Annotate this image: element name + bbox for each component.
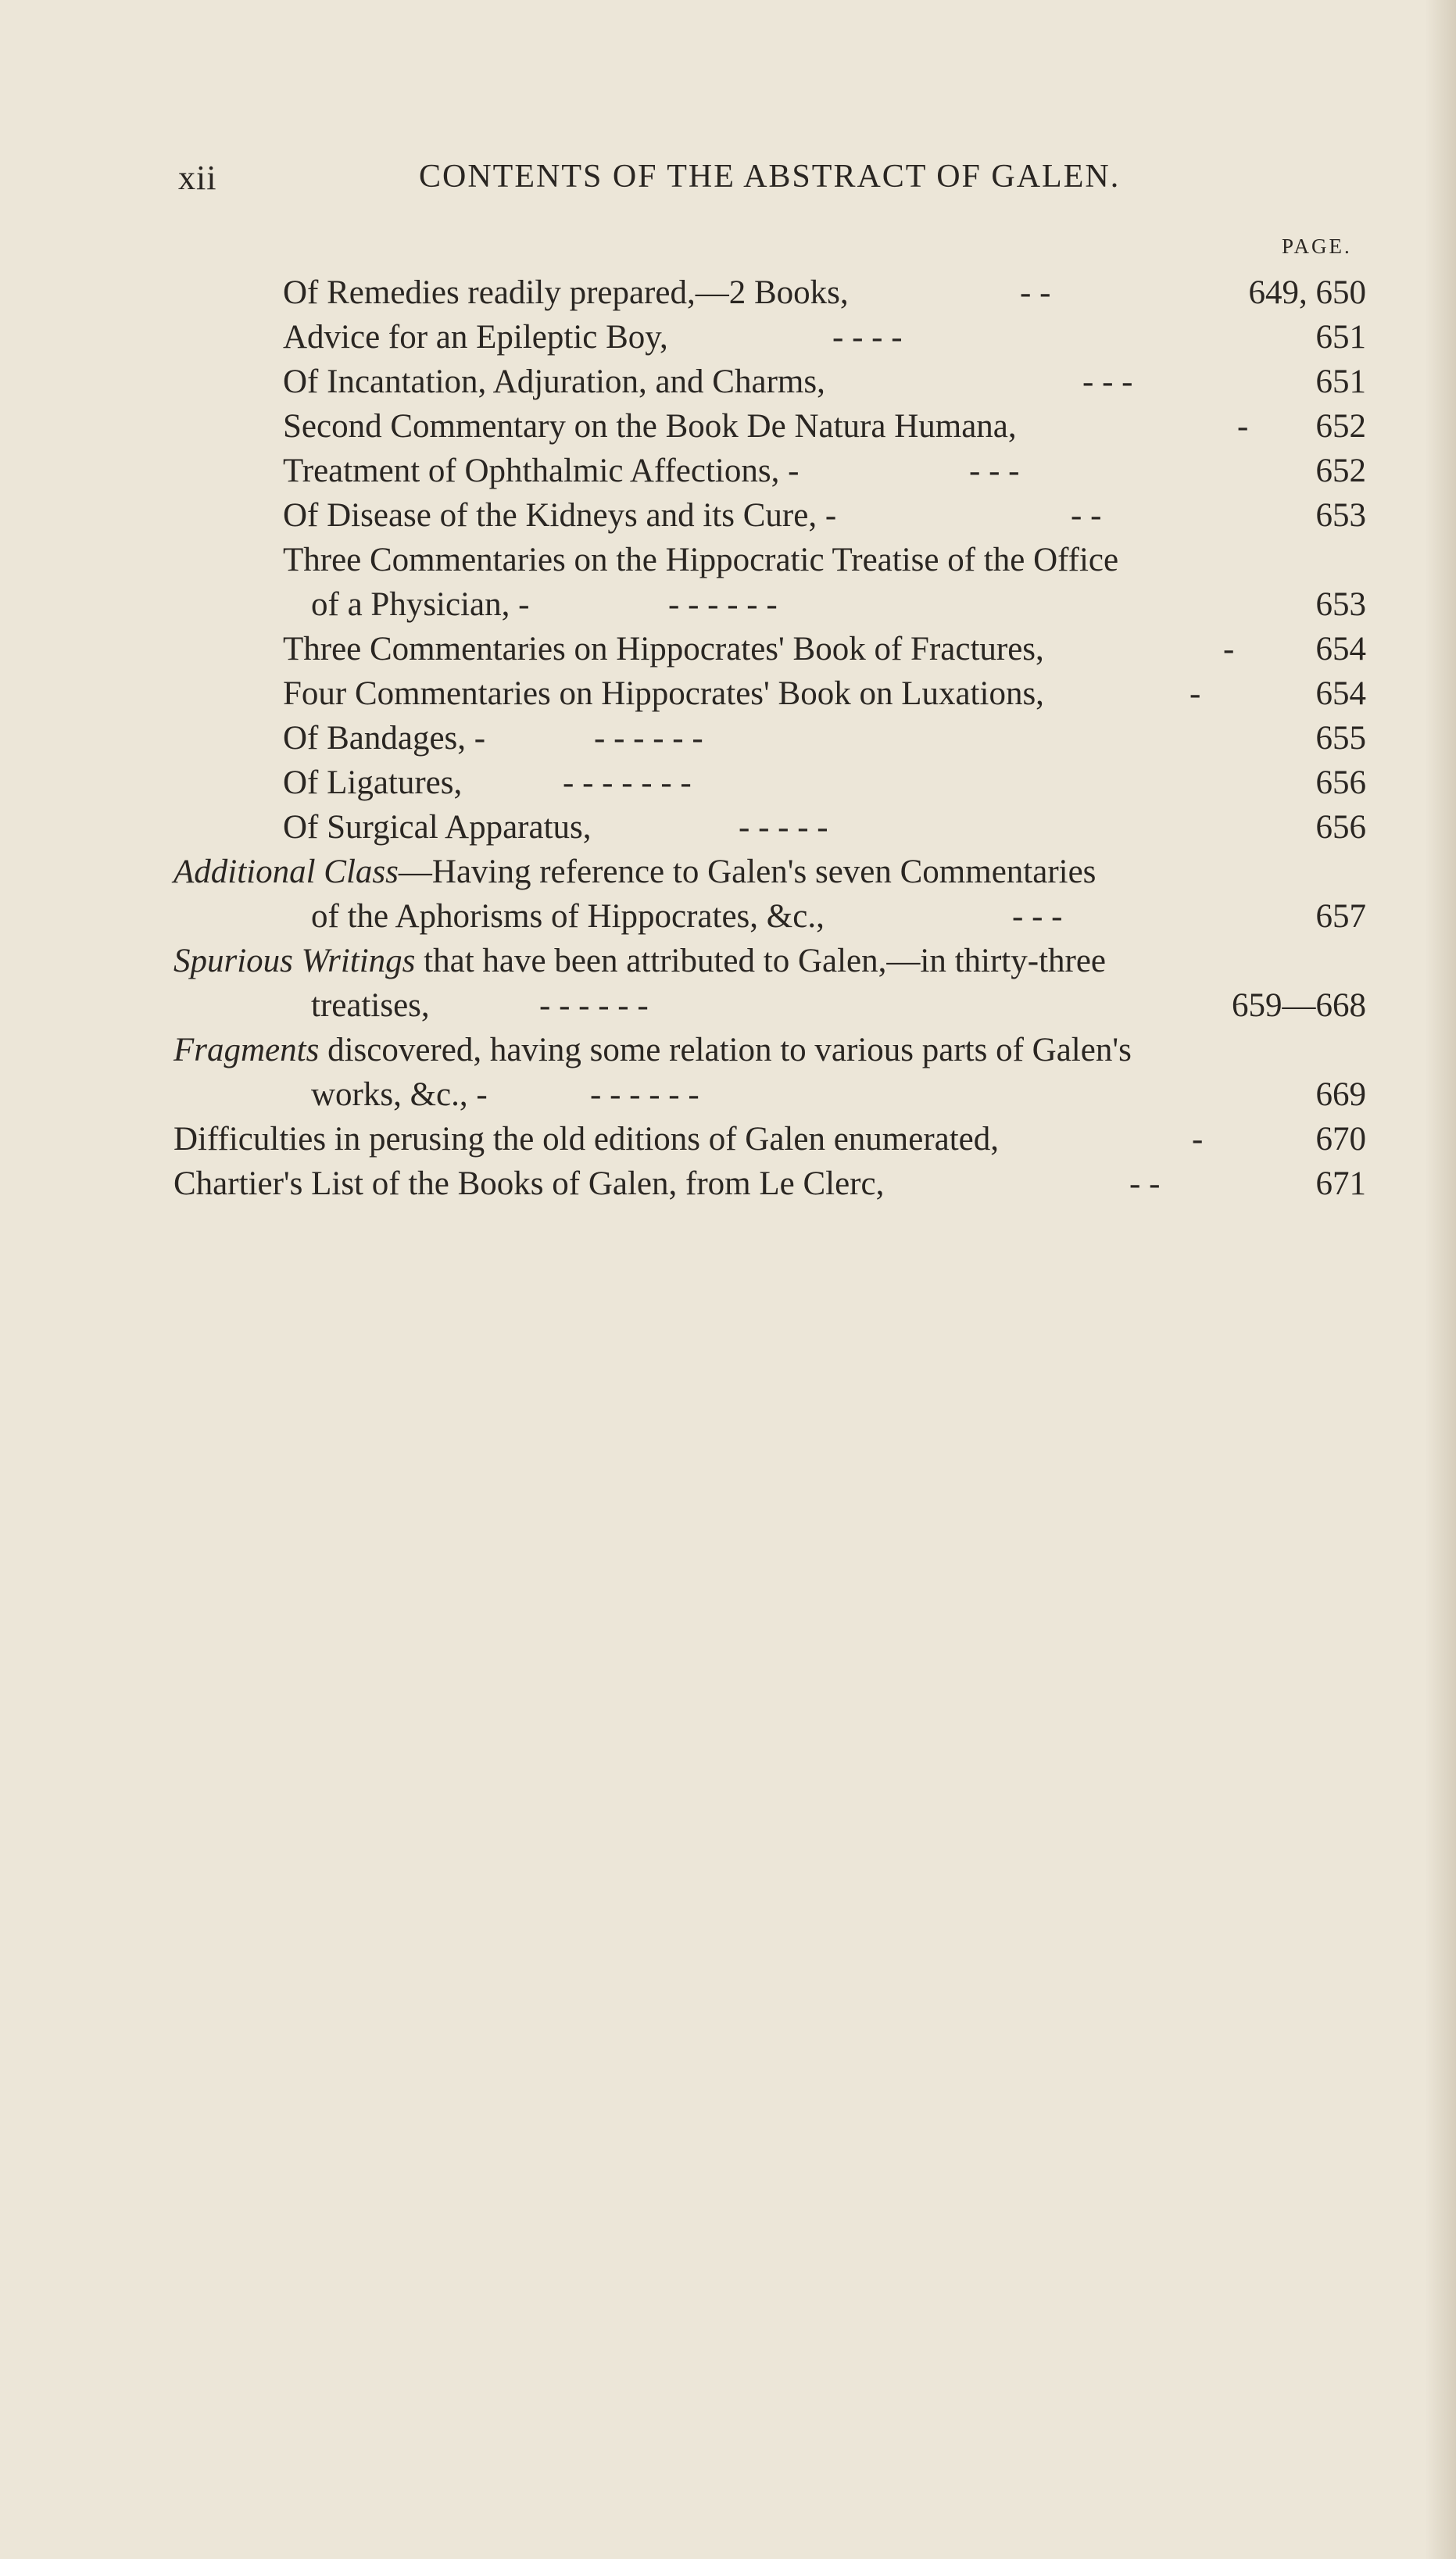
toc-leader: - (1192, 1121, 1204, 1158)
toc-entry-title: Four Commentaries on Hippocrates' Book on Luxations, (283, 675, 1044, 712)
toc-entry (0, 894, 1456, 939)
toc-page-number: 653 (1315, 586, 1366, 623)
toc-entry (0, 493, 1456, 538)
toc-leader: - - - (969, 453, 1020, 489)
section-label: Spurious Writings (174, 943, 416, 979)
toc-page-number: 653 (1315, 497, 1366, 534)
toc-entry (0, 582, 1456, 627)
toc-entry-title: Of Bandages, - (283, 720, 486, 757)
running-title: CONTENTS OF THE ABSTRACT OF GALEN. (419, 159, 1121, 195)
toc-page-number: 671 (1315, 1165, 1366, 1202)
toc-entry-title: works, &c., - (311, 1076, 488, 1113)
toc-entry-title: Of Surgical Apparatus, (283, 809, 592, 846)
toc-leader: - - - - (832, 319, 903, 356)
folio-number: xii (178, 159, 217, 197)
toc-leader: - - (1129, 1165, 1161, 1202)
toc-entry-title: treatises, (311, 987, 430, 1024)
toc-entry (0, 449, 1456, 493)
toc-entry (0, 761, 1456, 805)
toc-leader: - (1237, 408, 1249, 445)
toc-page-number: 651 (1315, 319, 1366, 356)
section-text: —Having reference to Galen's seven Commentaries (398, 854, 1096, 890)
toc-leader: - - - (1082, 363, 1133, 400)
toc-entry-title: Of Disease of the Kidneys and its Cure, - (283, 497, 837, 534)
toc-section-heading (174, 850, 1096, 894)
toc-entry-title: Three Commentaries on Hippocrates' Book of Fractures, (283, 631, 1044, 667)
toc-leader: - - - - - - - (563, 764, 692, 801)
toc-entry-title: Treatment of Ophthalmic Affections, - (283, 453, 800, 489)
toc-entry (0, 270, 1456, 315)
toc-entry-title: Three Commentaries on the Hippocratic Treatise of the Office (283, 542, 1119, 578)
toc-leader: - - (1020, 274, 1051, 311)
toc-entry-title: of a Physician, - (311, 586, 530, 623)
toc-page-number: 654 (1315, 631, 1366, 667)
toc-entry-title: of the Aphorisms of Hippocrates, &c., (311, 898, 825, 935)
toc-entry-title: Of Remedies readily prepared,—2 Books, (283, 274, 849, 311)
toc-leader: - - - - - - (590, 1076, 699, 1113)
toc-section-heading (174, 939, 1106, 983)
toc-page-number: 649, 650 (1248, 274, 1366, 311)
toc-entry (0, 1072, 1456, 1117)
toc-page-number: 656 (1315, 809, 1366, 846)
toc-entry (0, 1161, 1456, 1206)
section-label: Fragments (174, 1032, 320, 1068)
toc-leader: - - (1071, 497, 1102, 534)
toc-entry-title: Difficulties in perusing the old editions of Galen enumerated, (174, 1121, 1000, 1158)
page-column-label: PAGE. (1282, 234, 1352, 258)
toc-entry (0, 315, 1456, 360)
toc-entry (0, 805, 1456, 850)
section-text: discovered, having some relation to various parts of Galen's (319, 1032, 1132, 1068)
toc-page-number: 651 (1315, 363, 1366, 400)
toc-entry (0, 538, 1456, 582)
toc-entry (0, 716, 1456, 761)
toc-page-number: 657 (1315, 898, 1366, 935)
toc-page-number: 659—668 (1232, 987, 1366, 1024)
toc-leader: - - - - - - (668, 586, 778, 623)
toc-leader: - (1223, 631, 1235, 667)
toc-page-number: 669 (1315, 1076, 1366, 1113)
toc-entry (0, 360, 1456, 404)
toc-entry-title: Of Ligatures, (283, 764, 463, 801)
toc-page-number: 654 (1315, 675, 1366, 712)
toc-leader: - (1189, 675, 1201, 712)
toc-entry-title: Chartier's List of the Books of Galen, from Le Clerc, (174, 1165, 885, 1202)
toc-entry (0, 404, 1456, 449)
toc-page-number: 670 (1315, 1121, 1366, 1158)
page-header (0, 156, 1456, 203)
toc-section-entry (0, 850, 1456, 894)
toc-entry (0, 983, 1456, 1028)
toc-leader: - - - - - (739, 809, 828, 846)
toc-entry (0, 1117, 1456, 1161)
toc-page-number: 652 (1315, 408, 1366, 445)
toc-section-entry (0, 1028, 1456, 1072)
toc-leader: - - - - - - (594, 720, 703, 757)
toc-entry (0, 671, 1456, 716)
section-text: that have been attributed to Galen,—in thirty-three (415, 943, 1107, 979)
toc-section-heading (174, 1028, 1132, 1072)
toc-page-number: 652 (1315, 453, 1366, 489)
toc-leader: - - - - - - (539, 987, 649, 1024)
toc-leader: - - - (1012, 898, 1063, 935)
toc-entry-title: Second Commentary on the Book De Natura Humana, (283, 408, 1017, 445)
toc-page-number: 655 (1315, 720, 1366, 757)
toc-page-number: 656 (1315, 764, 1366, 801)
toc-entry-title: Advice for an Epileptic Boy, (283, 319, 668, 356)
table-of-contents (0, 270, 1456, 1206)
toc-entry (0, 627, 1456, 671)
toc-section-entry (0, 939, 1456, 983)
section-label: Additional Class (174, 854, 399, 890)
toc-entry-title: Of Incantation, Adjuration, and Charms, (283, 363, 825, 400)
